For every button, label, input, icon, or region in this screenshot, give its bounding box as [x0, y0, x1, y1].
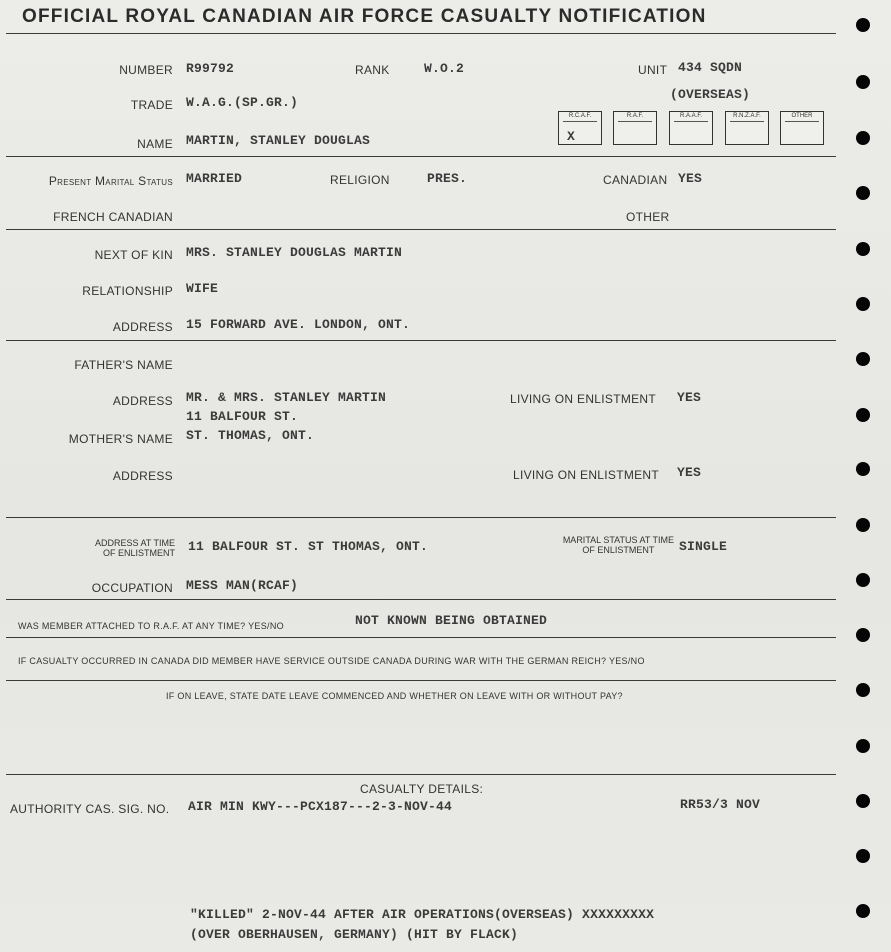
service-box-label: R.A.A.F. [670, 113, 712, 119]
kin-address-value: 15 FORWARD AVE. LONDON, ONT. [186, 317, 411, 332]
service-box-raaf [669, 111, 713, 145]
father-living-value: YES [677, 390, 702, 405]
number-label: NUMBER [119, 63, 173, 77]
unit-label: UNIT [638, 63, 668, 77]
punch-hole [856, 297, 870, 311]
number-value: R99792 [186, 61, 235, 76]
unit-value: 434 SQDN [678, 60, 743, 75]
parents-address-line2: 11 BALFOUR ST. [186, 409, 299, 424]
punch-hole [856, 352, 870, 366]
service-box-rnzaf [725, 111, 769, 145]
french-canadian-label: FRENCH CANADIAN [53, 210, 173, 224]
service-box-label: R.C.A.F. [559, 113, 601, 119]
casualty-detail-line1: "KILLED" 2-NOV-44 AFTER AIR OPERATIONS(OVERSEAS) XXXXXXXXX [190, 907, 655, 922]
trade-value: W.A.G.(SP.GR.) [186, 95, 299, 110]
next-of-kin-label: NEXT OF KIN [94, 248, 173, 262]
form-title: OFFICIAL ROYAL CANADIAN AIR FORCE CASUALTY NOTIFICATION [22, 6, 707, 27]
marital-status-value: MARRIED [186, 171, 243, 186]
service-box-label: R.A.F. [614, 113, 656, 119]
label-line: OF ENLISTMENT [102, 548, 175, 558]
service-box-label: R.N.Z.A.F. [726, 113, 768, 119]
service-outside-canada-question: IF CASUALTY OCCURRED IN CANADA DID MEMBER HAVE SERVICE OUTSIDE CANADA DURING WAR WITH THE GERMAN REICH? YES/NO [18, 656, 645, 666]
rank-value: W.O.2 [424, 61, 465, 76]
authority-value: AIR MIN KWY---PCX187---2-3-NOV-44 [188, 799, 453, 814]
label-line: MARITAL STATUS AT TIME [562, 535, 674, 545]
rank-label: RANK [355, 63, 390, 77]
punch-hole [856, 75, 870, 89]
enlistment-marital-value: SINGLE [679, 539, 728, 554]
mothers-name-label: MOTHER'S NAME [68, 432, 173, 446]
raf-attached-answer: NOT KNOWN BEING OBTAINED [355, 613, 548, 628]
punch-hole [856, 628, 870, 642]
relationship-label: RELATIONSHIP [82, 284, 173, 298]
punch-hole [856, 904, 870, 918]
enlistment-address-value: 11 BALFOUR ST. ST THOMAS, ONT. [188, 539, 429, 554]
casualty-detail-line2: (OVER OBERHAUSEN, GERMANY) (HIT BY FLACK) [190, 927, 519, 942]
mother-living-value: YES [677, 465, 702, 480]
canadian-label: CANADIAN [603, 173, 668, 187]
relationship-value: WIFE [186, 281, 219, 296]
service-box-other [780, 111, 824, 145]
punch-hole [856, 739, 870, 753]
service-box-label: OTHER [781, 113, 823, 119]
next-of-kin-value: MRS. STANLEY DOUGLAS MARTIN [186, 245, 403, 260]
divider [6, 774, 836, 775]
casualty-details-header: CASUALTY DETAILS: [360, 782, 484, 796]
enlistment-address-label [95, 538, 175, 558]
punch-hole [856, 131, 870, 145]
father-living-label: LIVING ON ENLISTMENT [510, 392, 657, 406]
punch-hole [856, 573, 870, 587]
mothers-name-value: ST. THOMAS, ONT. [186, 428, 315, 443]
divider [6, 599, 836, 600]
punch-hole [856, 186, 870, 200]
punch-hole [856, 408, 870, 422]
unit-value-2: (OVERSEAS) [670, 87, 751, 102]
label-line: OF ENLISTMENT [582, 545, 655, 555]
divider [6, 340, 836, 341]
divider [6, 156, 836, 157]
name-value: MARTIN, STANLEY DOUGLAS [186, 133, 371, 148]
kin-address-label: ADDRESS [112, 320, 173, 334]
punch-hole [856, 849, 870, 863]
punch-hole [856, 18, 870, 32]
punch-hole [856, 462, 870, 476]
punch-hole [856, 242, 870, 256]
divider [6, 229, 836, 230]
religion-value: PRES. [427, 171, 468, 186]
service-box-raf [613, 111, 657, 145]
other-label: OTHER [626, 210, 670, 224]
punch-hole [856, 794, 870, 808]
parents-address-line1: MR. & MRS. STANLEY MARTIN [186, 390, 387, 405]
divider [6, 33, 836, 34]
punch-hole [856, 518, 870, 532]
mother-living-label: LIVING ON ENLISTMENT [513, 468, 660, 482]
raf-attached-question: WAS MEMBER ATTACHED TO R.A.F. AT ANY TIME? YES/NO [18, 621, 284, 631]
service-box-rcaf [558, 111, 602, 145]
parents-address-label: ADDRESS [112, 394, 173, 408]
divider [6, 637, 836, 638]
enlistment-marital-label [563, 535, 674, 555]
mother-address-label: ADDRESS [112, 469, 173, 483]
label-line: ADDRESS AT TIME [94, 538, 175, 548]
name-label: NAME [137, 137, 173, 151]
divider [6, 680, 836, 681]
occupation-value: MESS MAN(RCAF) [186, 578, 299, 593]
occupation-label: OCCUPATION [91, 581, 173, 595]
authority-reference: RR53/3 NOV [680, 797, 761, 812]
trade-label: TRADE [130, 98, 173, 112]
canadian-value: YES [678, 171, 703, 186]
fathers-name-label: FATHER'S NAME [74, 358, 173, 372]
service-box-mark: X [567, 129, 575, 144]
leave-question: IF ON LEAVE, STATE DATE LEAVE COMMENCED AND WHETHER ON LEAVE WITH OR WITHOUT PAY? [166, 691, 623, 701]
punch-hole [856, 683, 870, 697]
marital-status-label: Present Marital Status [48, 174, 173, 188]
religion-label: RELIGION [330, 173, 390, 187]
authority-label: AUTHORITY CAS. SIG. NO. [10, 802, 170, 816]
divider [6, 517, 836, 518]
